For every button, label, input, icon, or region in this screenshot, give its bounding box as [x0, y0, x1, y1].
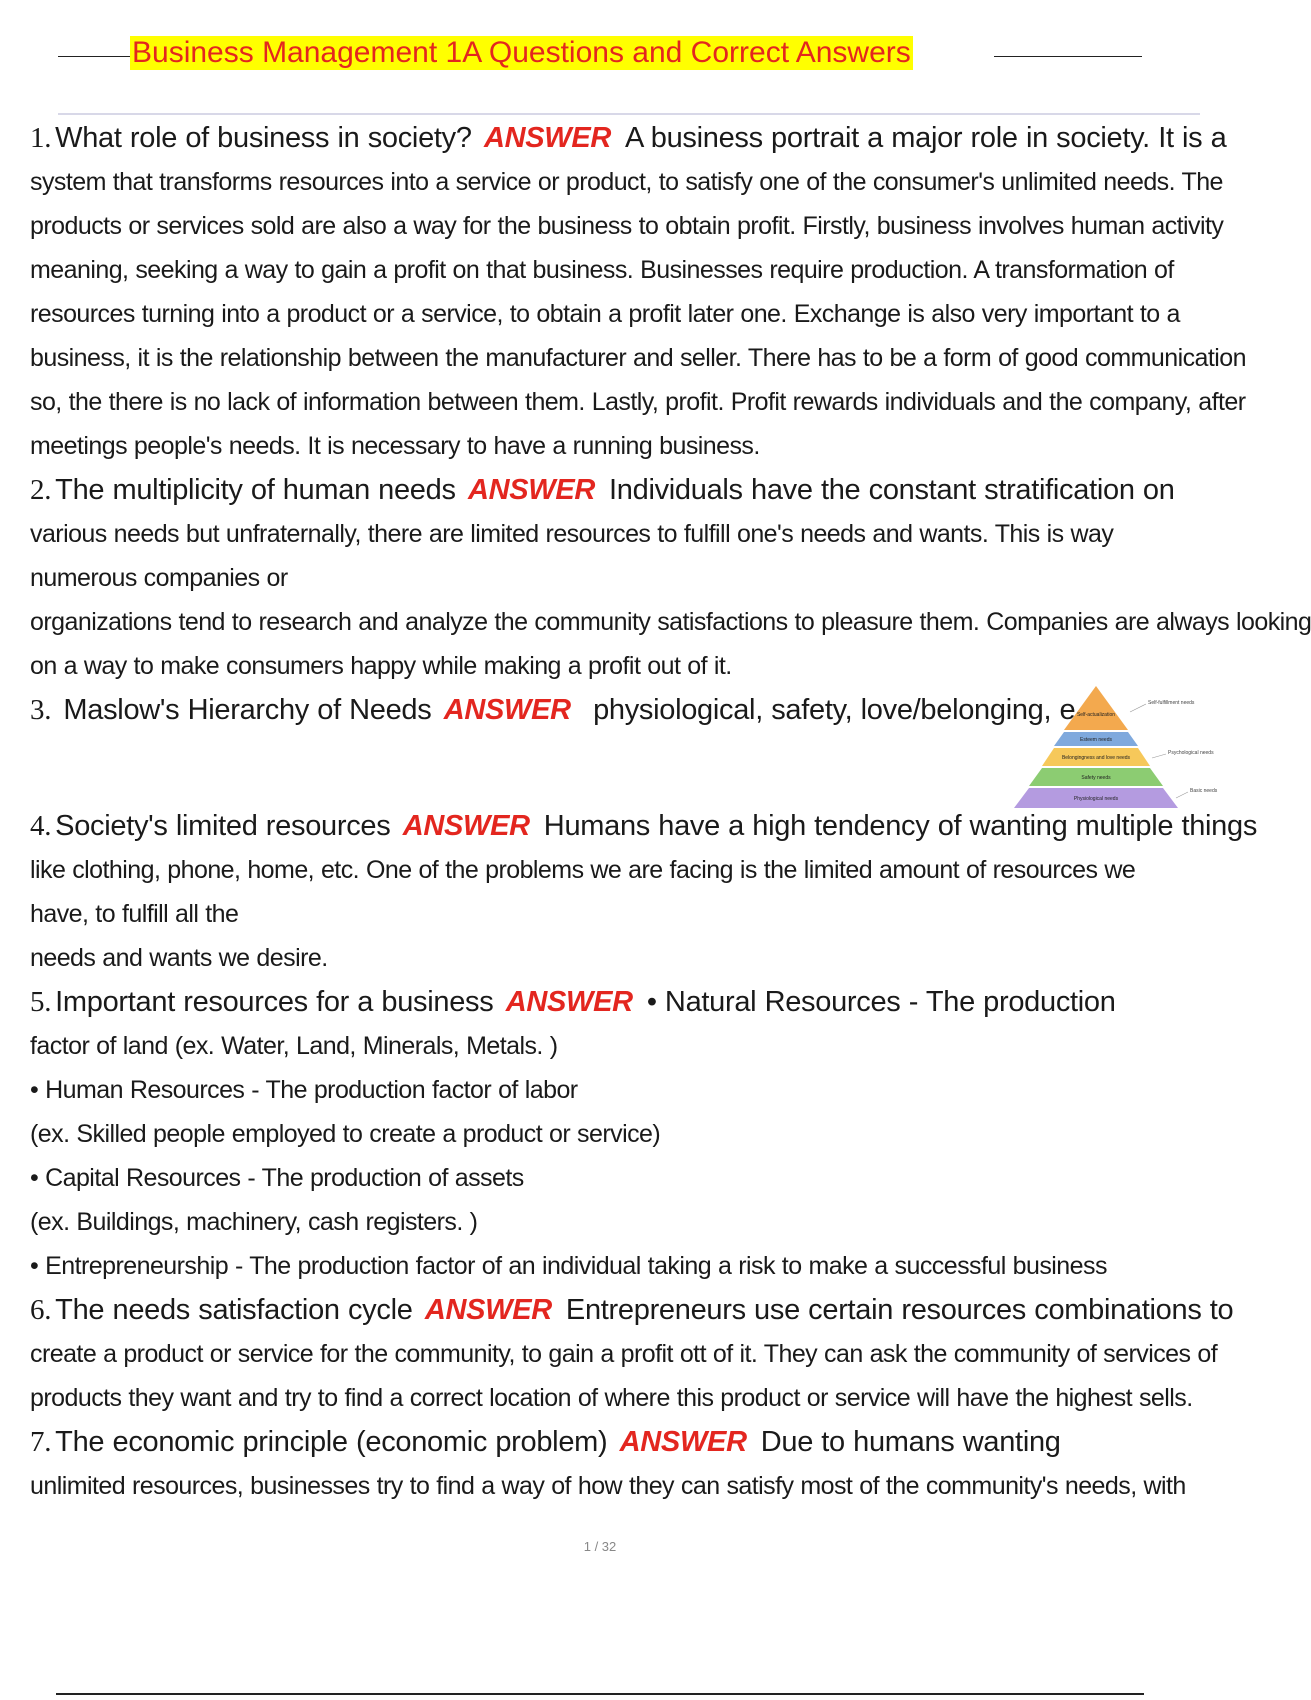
answer-text: A business portrait a major role in society. It is a [625, 122, 1227, 154]
question-text: What role of business in society? [55, 122, 472, 154]
answers-block-1 [30, 116, 1311, 688]
answer-label: ANSWER [619, 1426, 747, 1458]
body-text-line: create a product or service for the community, to gain a profit ott of it. They can ask the community of services of [30, 1340, 1218, 1368]
answer-label: ANSWER [424, 1294, 552, 1326]
document-title: Business Management 1A Questions and Correct Answers [132, 36, 911, 69]
body-text-line: unlimited resources, businesses try to find a way of how they can satisfy most of the community's needs, with [30, 1472, 1186, 1500]
pyramid-side-label: Basic needs [1190, 788, 1218, 794]
pyramid-label: Esteem needs [1080, 737, 1112, 743]
question-number: 6. [30, 1294, 52, 1326]
answer-label: ANSWER [483, 122, 612, 154]
question-line [30, 116, 1227, 160]
pyramid-level-self-actualization [1064, 686, 1128, 730]
answer-text: Entrepreneurs use certain resources combinations to [565, 1294, 1234, 1326]
question-text: Important resources for a business [55, 986, 494, 1018]
answer-text: Due to humans wanting [760, 1426, 1061, 1458]
question-text: Maslow's Hierarchy of Needs [63, 694, 432, 726]
body-text-line: so, the there is no lack of information between them. Lastly, profit. Profit rewards individuals and the company, after [30, 388, 1246, 416]
question-number: 1. [30, 122, 52, 154]
answer-label: ANSWER [505, 986, 633, 1018]
answer-text: physiological, safety, love/belonging, e [593, 694, 1076, 726]
answers-block-2 [30, 804, 1258, 1508]
body-text-line: products or services sold are also a way for the business to obtain profit. Firstly, business involves human activity [30, 212, 1224, 240]
body-text-line: meaning, seeking a way to gain a profit on that business. Businesses require production. A transformation of [30, 256, 1174, 284]
question-line [30, 980, 1202, 1024]
body-text-line: • Entrepreneurship - The production factor of an individual taking a risk to make a successful business [30, 1252, 1107, 1280]
footer-divider [56, 1693, 1144, 1695]
body-text-line: have, to fulfill all the [30, 900, 239, 928]
question-text: The multiplicity of human needs [55, 474, 456, 506]
answer-label: ANSWER [467, 474, 596, 506]
body-text-line: meetings people's needs. It is necessary to have a running business. [30, 432, 760, 460]
question-line [30, 1420, 1202, 1464]
pyramid-label: Belongingness and love needs [1061, 755, 1131, 761]
maslow-pyramid [1006, 682, 1218, 822]
title-rule-right [994, 56, 1142, 57]
question-number: 4. [30, 810, 52, 842]
question-number: 7. [30, 1426, 52, 1458]
pyramid-side-label: Self-fulfillment needs [1148, 700, 1195, 706]
body-text-line: • Human Resources - The production factor of labor [30, 1076, 578, 1104]
question-text: The needs satisfaction cycle [55, 1294, 413, 1326]
answer-label: ANSWER [402, 810, 530, 842]
answer-text: Individuals have the constant stratification on [609, 474, 1175, 506]
body-text-line: business, it is the relationship between the manufacturer and seller. There has to be a form of good communication [30, 344, 1247, 372]
question-number: 2. [30, 474, 52, 506]
body-text-line: numerous companies or [30, 564, 288, 592]
document-body [30, 116, 1311, 1508]
question-line [30, 1288, 1234, 1332]
header-divider [58, 113, 1200, 115]
body-text-line: • Capital Resources - The production of assets [30, 1164, 524, 1192]
question-3-row [30, 688, 1218, 804]
pyramid-label: Safety needs [1081, 775, 1111, 781]
body-text-line: like clothing, phone, home, etc. One of the problems we are facing is the limited amount of resources we [30, 856, 1136, 884]
pyramid-label: Physiological needs [1073, 796, 1119, 802]
page-indicator: 1 / 32 [583, 1539, 617, 1554]
body-text-line: needs and wants we desire. [30, 944, 328, 972]
body-text-line: (ex. Skilled people employed to create a product or service) [30, 1120, 661, 1148]
pyramid-side-label: Psychological needs [1168, 750, 1214, 756]
question-number: 3. [30, 694, 52, 726]
question-text: The economic principle (economic problem) [55, 1426, 608, 1458]
title-rule-left [58, 56, 132, 57]
answer-label: ANSWER [443, 694, 571, 726]
question-line [30, 688, 1075, 732]
body-text-line: products they want and try to find a correct location of where this product or service will have the highest sells. [30, 1384, 1193, 1412]
body-text-line: system that transforms resources into a service or product, to satisfy one of the consumer's unlimited needs. The [30, 168, 1223, 196]
question-text: Society's limited resources [55, 810, 391, 842]
body-text-line: factor of land (ex. Water, Land, Minerals, Metals. ) [30, 1032, 558, 1060]
answer-text: • Natural Resources - The production [646, 986, 1116, 1018]
body-text-line: resources turning into a product or a service, to obtain a profit later one. Exchange is also very important to a [30, 300, 1180, 328]
body-text-line: various needs but unfraternally, there are limited resources to fulfill one's needs and wants. This is way [30, 520, 1114, 548]
question-line [30, 468, 1202, 512]
pyramid-label: Self-actualization [1076, 712, 1116, 718]
body-text-line: on a way to make consumers happy while making a profit out of it. [30, 652, 732, 680]
body-text-line: organizations tend to research and analyze the community satisfactions to pleasure them. Companies are always looking [30, 608, 1311, 636]
answer-text: Humans have a high tendency of wanting multiple things [543, 810, 1258, 842]
body-text-line: (ex. Buildings, machinery, cash registers. ) [30, 1208, 478, 1236]
question-number: 5. [30, 986, 52, 1018]
